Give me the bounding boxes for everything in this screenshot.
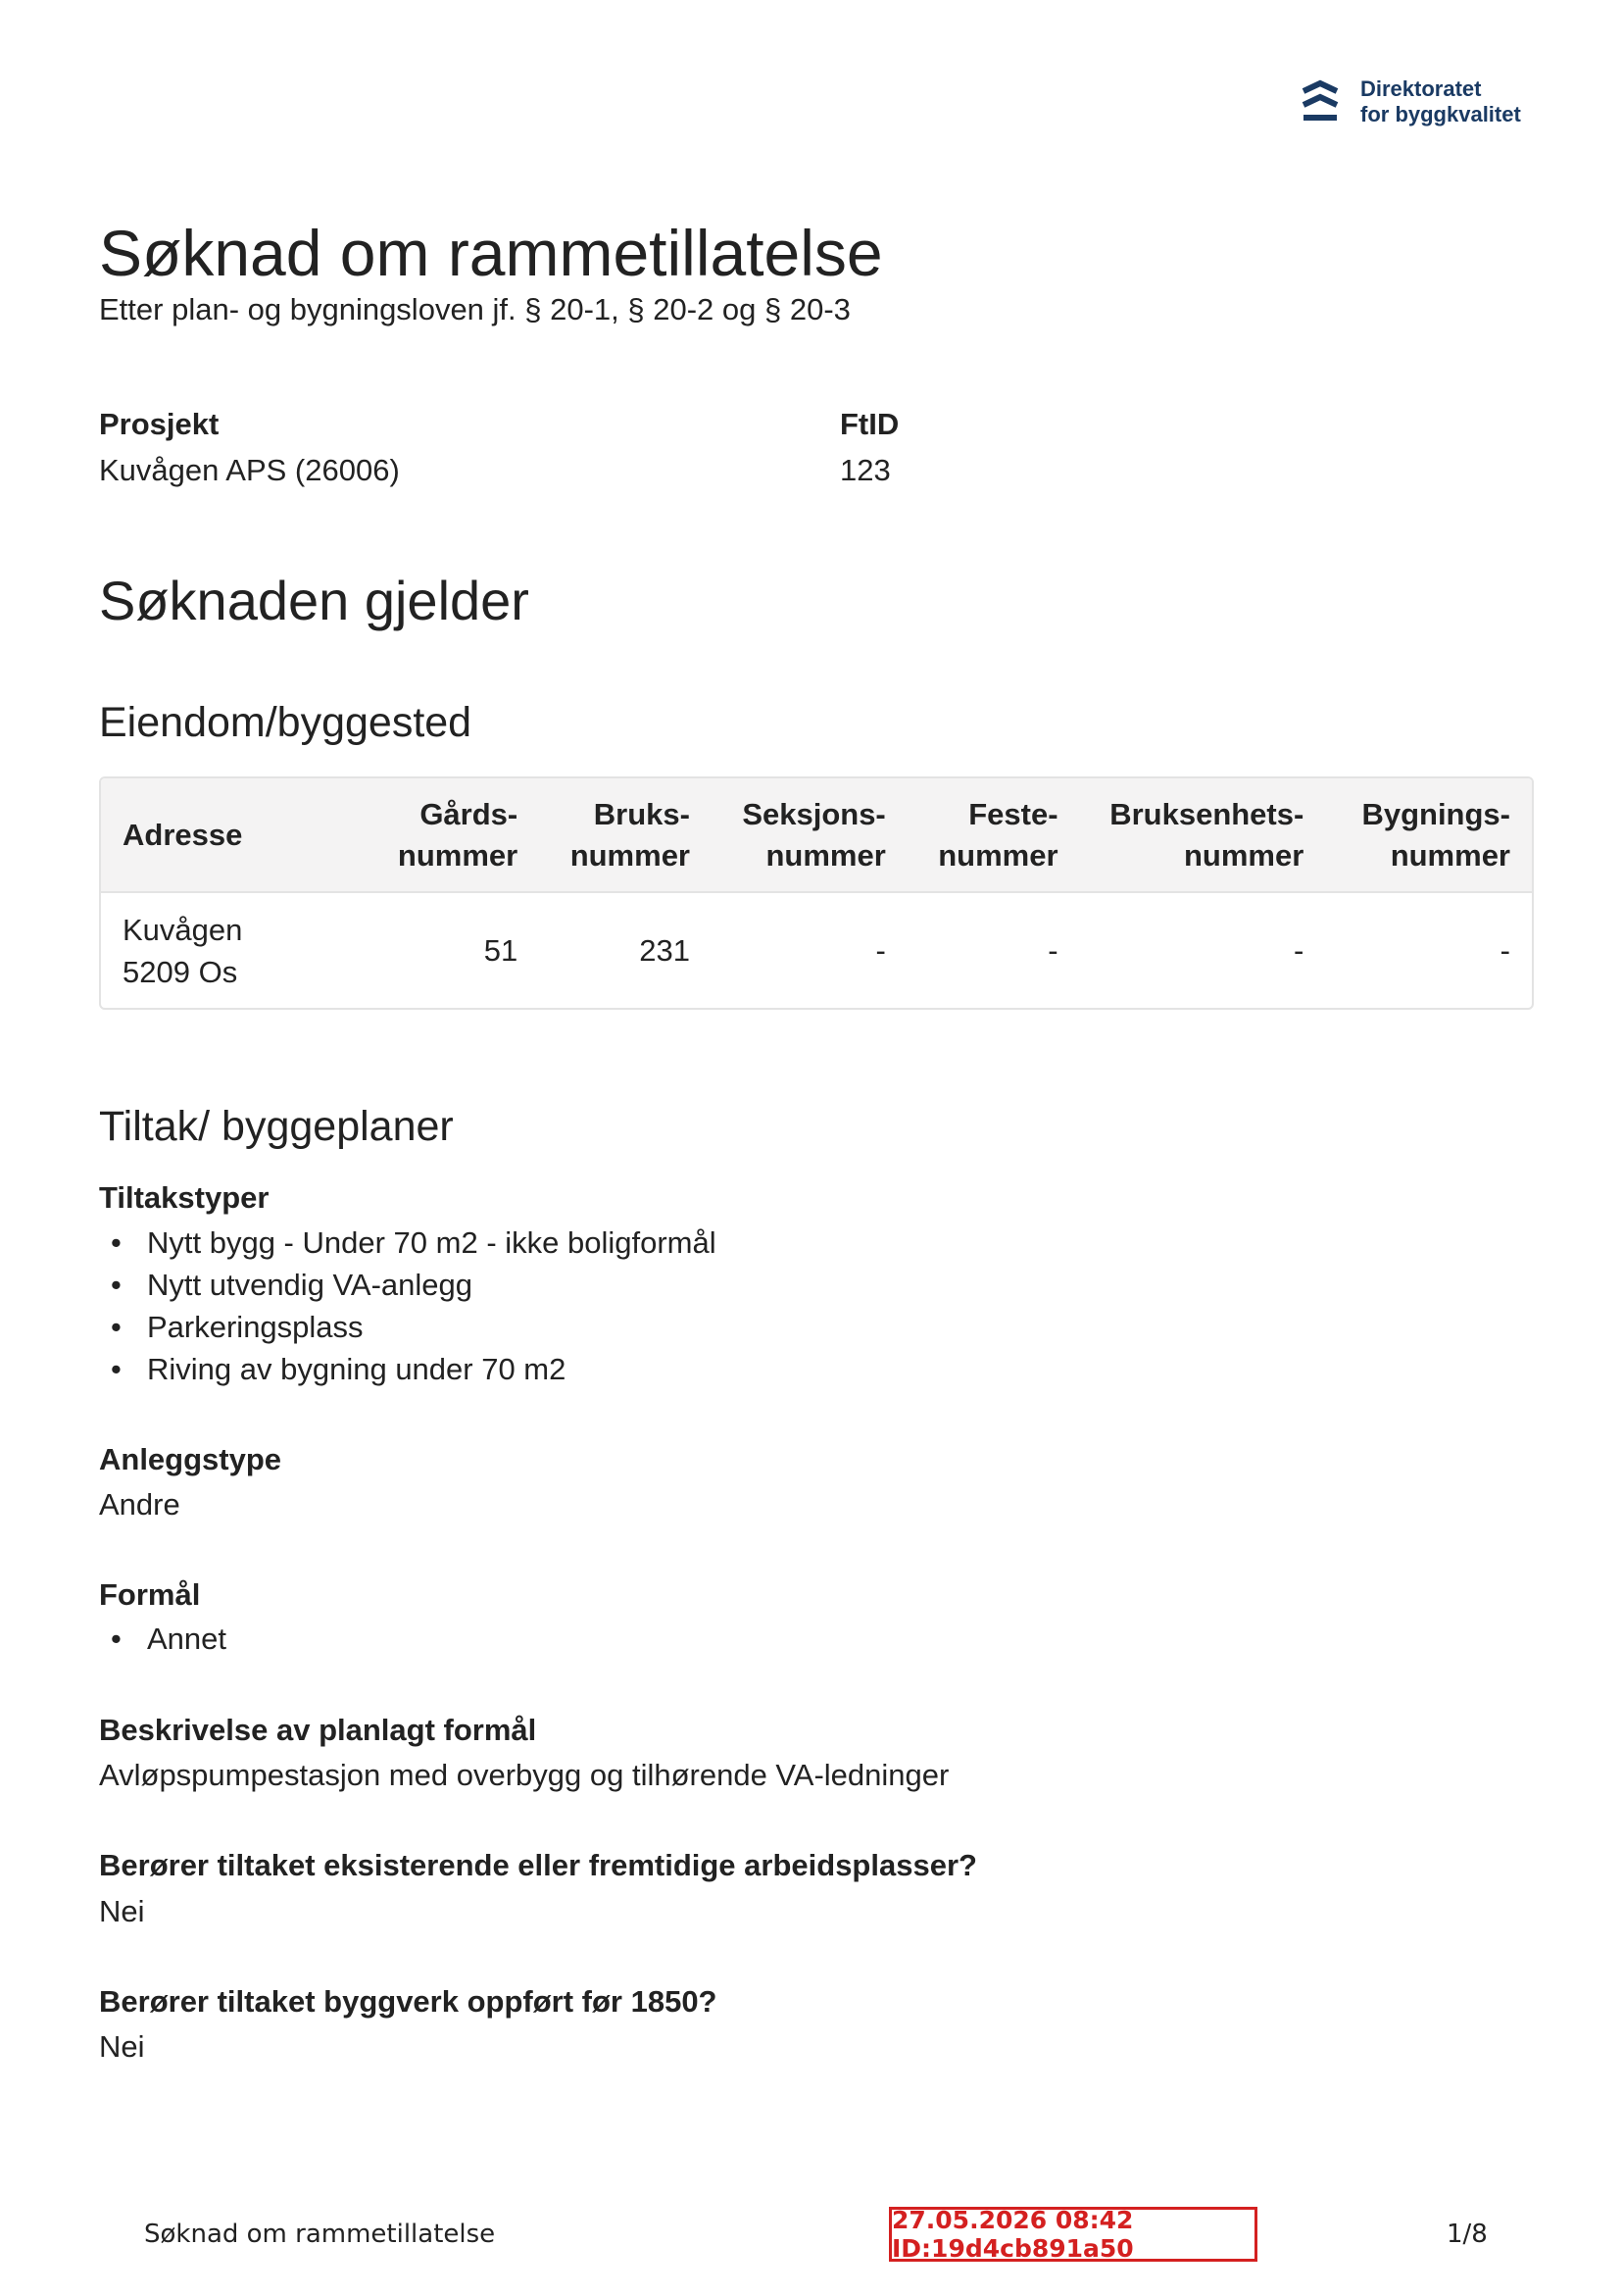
footer-title: Søknad om rammetillatelse — [144, 2220, 496, 2249]
cell-snr: - — [875, 933, 886, 968]
cell-address — [101, 892, 367, 1008]
heritage-answer: Nei — [99, 2029, 145, 2064]
column-header-building — [1325, 778, 1532, 892]
column-header-snr — [712, 778, 908, 892]
column-header-fnr-text: Feste- nummer — [938, 796, 1058, 873]
column-header-bnr — [539, 778, 712, 892]
cell-unit: - — [1293, 933, 1304, 968]
cell-building: - — [1500, 933, 1510, 968]
column-header-unit — [1080, 778, 1326, 892]
list-item: • Parkeringsplass — [99, 1306, 716, 1348]
cell-gnr: 51 — [483, 933, 518, 968]
table-header-row — [101, 778, 1532, 892]
logo-text — [1360, 76, 1521, 127]
property-table — [99, 776, 1534, 1010]
cell-bnr: 231 — [639, 933, 690, 968]
measure-types-label: Tiltakstyper — [99, 1180, 270, 1215]
purpose-list — [99, 1618, 226, 1660]
section-heading-applies: Søknaden gjelder — [99, 570, 529, 631]
dibk-logo-icon — [1300, 77, 1341, 126]
column-header-building-text: Bygnings- nummer — [1361, 796, 1510, 873]
facility-type-label: Anleggstype — [99, 1442, 282, 1476]
purpose-label: Formål — [99, 1577, 201, 1612]
property-heading: Eiendom/byggested — [99, 699, 472, 746]
document-title: Søknad om rammetillatelse — [99, 217, 883, 289]
project-label: Prosjekt — [99, 407, 220, 441]
column-header-fnr — [908, 778, 1080, 892]
plans-heading: Tiltak/ byggeplaner — [99, 1103, 454, 1150]
dibk-logo — [1300, 76, 1521, 127]
list-item: • Annet — [99, 1618, 226, 1660]
workplace-answer: Nei — [99, 1894, 145, 1928]
list-item: • Nytt utvendig VA-anlegg — [99, 1264, 716, 1306]
column-header-address: Adresse — [123, 817, 243, 852]
column-header-snr-text: Seksjons- nummer — [742, 796, 886, 873]
table-row — [101, 892, 1532, 1008]
facility-type-value: Andre — [99, 1487, 180, 1522]
logo-line-1: Direktoratet — [1360, 76, 1482, 101]
column-header-gnr-text: Gårds- nummer — [397, 796, 518, 873]
column-header-gnr — [367, 778, 539, 892]
description-label: Beskrivelse av planlagt formål — [99, 1713, 537, 1747]
ftid-label: FtID — [840, 407, 900, 441]
heritage-question-label: Berører tiltaket byggverk oppført før 1850? — [99, 1984, 717, 2019]
page-number: 1/8 — [1447, 2220, 1488, 2249]
cell-address-text: Kuvågen 5209 Os — [123, 912, 243, 989]
timestamp-stamp: 27.05.2026 08:42 ID:19d4cb891a50 — [889, 2207, 1257, 2262]
list-item: • Riving av bygning under 70 m2 — [99, 1348, 716, 1390]
logo-line-2: for byggkvalitet — [1360, 102, 1521, 126]
column-header-bnr-text: Bruks- nummer — [569, 796, 690, 873]
workplace-question-label: Berører tiltaket eksisterende eller fremtidige arbeidsplasser? — [99, 1848, 977, 1882]
list-item: • Nytt bygg - Under 70 m2 - ikke boligformål — [99, 1222, 716, 1264]
column-header-unit-text: Bruksenhets- nummer — [1109, 796, 1304, 873]
project-value: Kuvågen APS (26006) — [99, 453, 400, 487]
measure-types-list — [99, 1222, 716, 1390]
document-subtitle: Etter plan- og bygningsloven jf. § 20-1, § 20-2 og § 20-3 — [99, 292, 851, 326]
cell-fnr: - — [1048, 933, 1058, 968]
description-value: Avløpspumpestasjon med overbygg og tilhørende VA-ledninger — [99, 1758, 950, 1792]
ftid-value: 123 — [840, 453, 891, 487]
